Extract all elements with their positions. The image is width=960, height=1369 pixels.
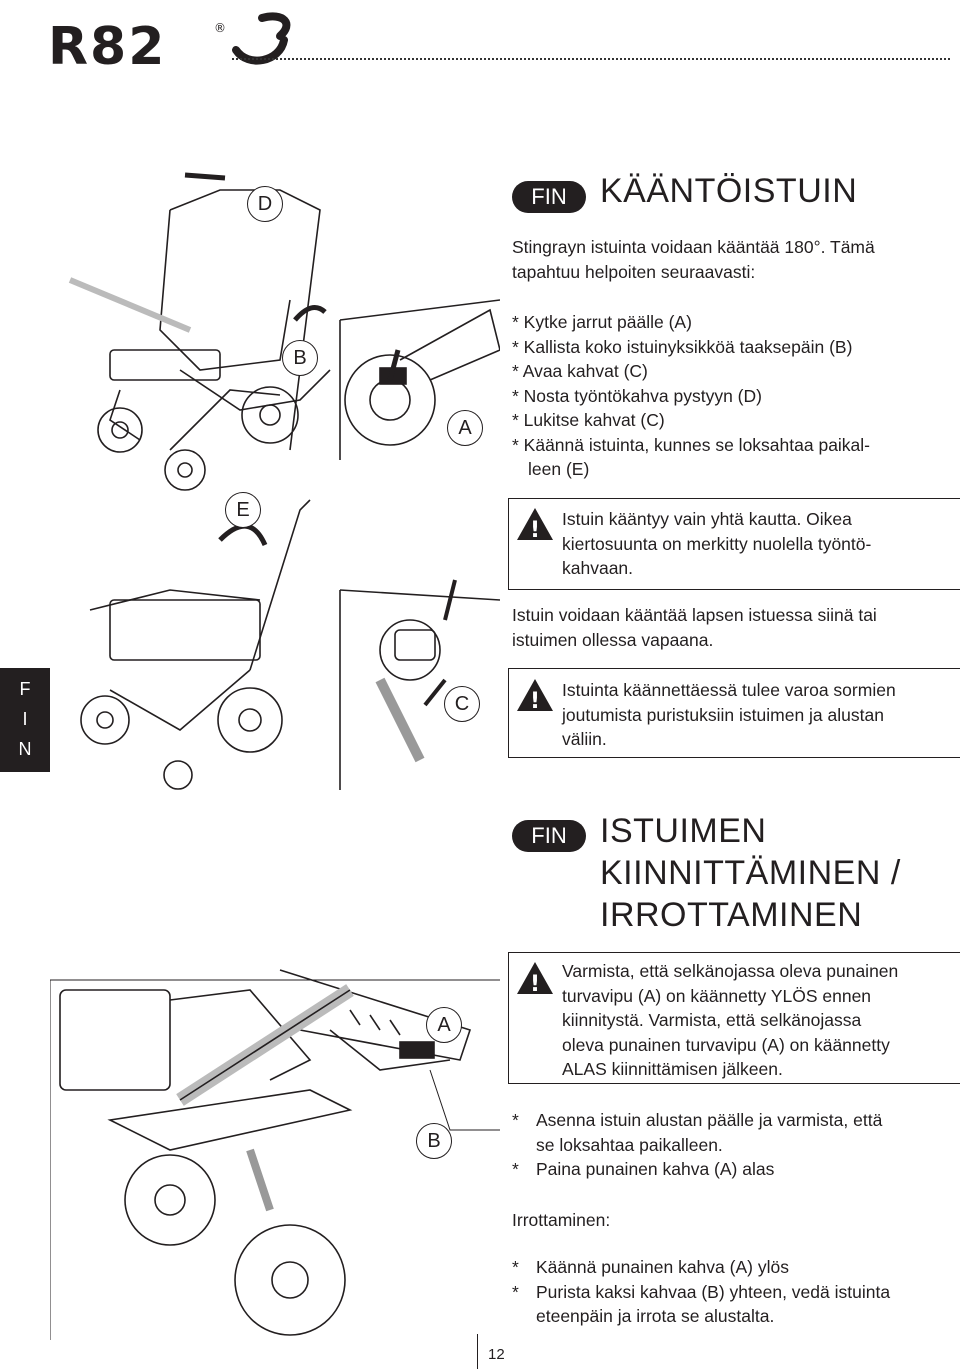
footer-divider bbox=[477, 1334, 478, 1369]
warning-triangle-icon bbox=[515, 960, 555, 1001]
side-tab-letter: I bbox=[22, 709, 28, 729]
svg-text:!: ! bbox=[529, 972, 541, 996]
figure-label-d: D bbox=[247, 186, 283, 222]
language-side-tab bbox=[0, 668, 50, 772]
section-title bbox=[600, 810, 901, 936]
figure-label-a: A bbox=[447, 410, 483, 446]
list-item-text: Paina punainen kahva (A) alas bbox=[536, 1159, 775, 1179]
list-bullet: * bbox=[512, 1159, 519, 1179]
svg-text:!: ! bbox=[529, 689, 541, 713]
warning-line: kiinnitystä. Varmista, että selkänojassa bbox=[562, 1010, 862, 1030]
stroller-reclined-drawing bbox=[70, 175, 330, 490]
list-item: * Kytke jarrut päälle (A) bbox=[512, 312, 692, 332]
attach-steps-list bbox=[512, 1108, 957, 1182]
stroller-rotated-drawing bbox=[81, 500, 310, 789]
list-item: * Lukitse kahvat (C) bbox=[512, 410, 665, 430]
warning-line: turvavipu (A) on käännetty YLÖS ennen bbox=[562, 985, 872, 1006]
list-item bbox=[512, 1255, 957, 1280]
list-item-text: Asenna istuin alustan päälle ja varmista, että se loksahtaa paikalleen. bbox=[536, 1110, 883, 1155]
side-tab-letter: F bbox=[19, 679, 31, 699]
figure-label-b: B bbox=[282, 340, 318, 376]
logo-registered: ® bbox=[214, 21, 226, 35]
section-title: KÄÄNTÖISTUIN bbox=[600, 172, 858, 210]
note-line: Istuin voidaan kääntää lapsen istuessa siinä tai bbox=[512, 605, 877, 625]
list-item: * Nosta työntökahva pystyyn (D) bbox=[512, 385, 762, 406]
swivel-seat-illustration bbox=[50, 150, 500, 790]
warning-text bbox=[562, 959, 954, 1082]
removal-heading: Irrottaminen: bbox=[512, 1210, 611, 1230]
list-bullet: * bbox=[512, 1110, 519, 1130]
warning-line: kahvaan. bbox=[562, 558, 634, 578]
list-bullet: * bbox=[512, 1281, 519, 1302]
figure-label-a: A bbox=[426, 1007, 462, 1043]
header-dotted-rule bbox=[232, 58, 950, 60]
list-item bbox=[512, 1157, 957, 1182]
warning-text bbox=[562, 678, 954, 752]
side-tab-letter: N bbox=[18, 739, 32, 759]
note-text bbox=[512, 603, 957, 652]
intro-line: Stingrayn istuinta voidaan kääntää 180°. Tämä bbox=[512, 237, 875, 257]
list-item: * Avaa kahvat (C) bbox=[512, 361, 648, 381]
remove-steps-list bbox=[512, 1255, 957, 1329]
svg-text:!: ! bbox=[529, 518, 541, 542]
list-item-text: Purista kaksi kahvaa (B) yhteen, vedä istuinta eteenpäin ja irrota se alustalta. bbox=[536, 1281, 891, 1326]
warning-triangle-icon bbox=[515, 677, 555, 718]
warning-line: Istuinta käännettäessä tulee varoa sormien bbox=[562, 680, 896, 700]
page-number: 12 bbox=[488, 1346, 505, 1363]
list-item: leen (E) bbox=[528, 459, 590, 479]
warning-line: väliin. bbox=[562, 729, 607, 749]
list-item: * Käännä istuinta, kunnes se loksahtaa paikal- bbox=[512, 434, 871, 455]
figure-label-e: E bbox=[225, 492, 261, 528]
figure-label-b: B bbox=[416, 1123, 452, 1159]
warning-text bbox=[562, 507, 952, 581]
title-line: ISTUIMEN bbox=[600, 812, 767, 850]
warning-line: joutumista puristuksiin istuimen ja alustan bbox=[562, 704, 884, 725]
list-item-text: Käännä punainen kahva (A) ylös bbox=[536, 1257, 789, 1277]
logo-swirl-icon bbox=[236, 16, 286, 60]
warning-line: Istuin kääntyy vain yhtä kautta. Oikea bbox=[562, 509, 852, 529]
list-item: * Kallista koko istuinyksikköä taaksepäin (B) bbox=[512, 336, 853, 357]
logo-wordmark: R82 bbox=[48, 17, 167, 70]
intro-text bbox=[512, 235, 952, 284]
list-item bbox=[512, 1280, 957, 1329]
title-line: KIINNITTÄMINEN / bbox=[600, 854, 901, 892]
warning-line: Varmista, että selkänojassa oleva punainen bbox=[562, 961, 899, 981]
r82-logo bbox=[48, 10, 298, 70]
warning-triangle-icon bbox=[515, 506, 555, 547]
figure-label-c: C bbox=[444, 686, 480, 722]
language-badge: FIN bbox=[512, 181, 586, 213]
title-line: IRROTTAMINEN bbox=[600, 896, 863, 934]
list-bullet: * bbox=[512, 1257, 519, 1277]
steps-list bbox=[512, 310, 957, 482]
handle-detail-drawing bbox=[340, 580, 500, 790]
intro-line: tapahtuu helpoiten seuraavasti: bbox=[512, 261, 756, 282]
language-badge: FIN bbox=[512, 820, 586, 852]
warning-line: kiertosuunta on merkitty nuolella työntö- bbox=[562, 533, 872, 554]
list-item bbox=[512, 1108, 957, 1157]
note-line: istuimen ollessa vapaana. bbox=[512, 629, 714, 650]
warning-line: oleva punainen turvavipu (A) on käännetty bbox=[562, 1034, 890, 1055]
warning-line: ALAS kiinnittämisen jälkeen. bbox=[562, 1059, 783, 1079]
